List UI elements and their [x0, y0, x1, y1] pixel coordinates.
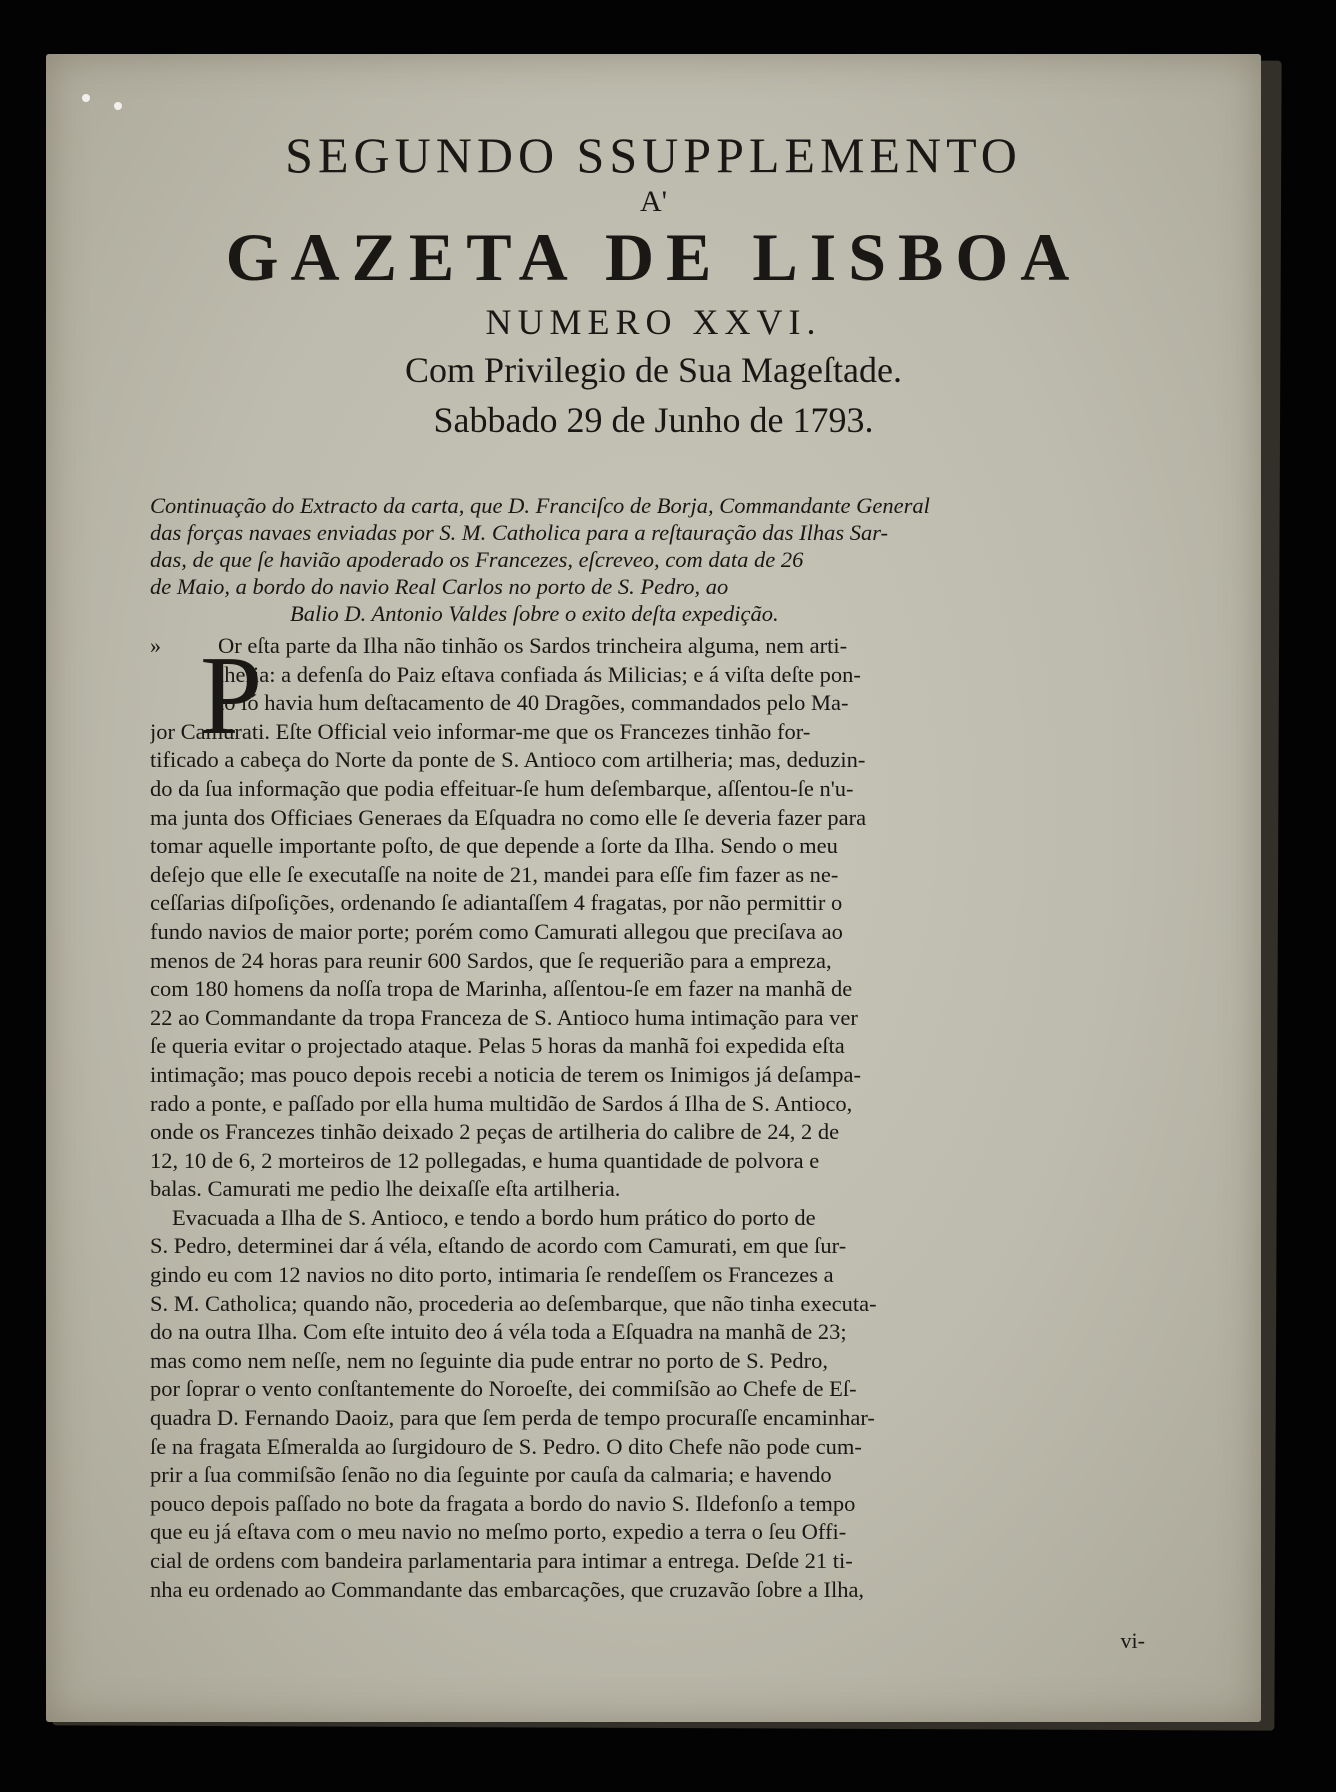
body-line: 12, 10 de 6, 2 morteiros de 12 pollegadas, e huma quantidade de polvora e: [150, 1147, 820, 1173]
catchword: vi-: [1120, 1628, 1145, 1653]
drop-cap: P: [200, 634, 263, 758]
body-line: por ſoprar o vento conſtantemente do Noroeſte, dei commiſsão ao Chefe de Eſ-: [150, 1376, 857, 1402]
article-intro: [150, 492, 1168, 627]
body-line: to ſó havia hum deſtacamento de 40 Dragões, commandados pelo Ma-: [218, 690, 849, 716]
body-line: Or eſta parte da Ilha não tinhão os Sardos trincheira alguma, nem arti-: [218, 633, 848, 658]
body-line: 22 ao Commandante da tropa Franceza de S. Antioco huma intimação para ver: [150, 1004, 858, 1030]
body-line: menos de 24 horas para reunir 600 Sardos, que ſe requerião para a empreza,: [150, 947, 832, 973]
body-line: nha eu ordenado ao Commandante das embarcações, que cruzavão ſobre a Ilha,: [150, 1576, 865, 1602]
masthead: [46, 124, 1261, 446]
article-body: [150, 632, 1162, 1604]
issue-number: NUMERO XXVI.: [485, 302, 822, 342]
body-line: onde os Francezes tinhão deixado 2 peças de artilheria do calibre de 24, 2 de: [150, 1119, 840, 1145]
intro-line: Continuação do Extracto da carta, que D. Franciſco de Borja, Commandante General: [150, 493, 930, 518]
intro-line: Balio D. Antonio Valdes ſobre o exito deſta expedição.: [290, 601, 779, 626]
body-line: quadra D. Fernando Daoiz, para que ſem perda de tempo procuraſſe encaminhar-: [150, 1405, 875, 1431]
body-line: Evacuada a Ilha de S. Antioco, e tendo a bordo hum prático do porto de: [172, 1204, 816, 1230]
body-line: deſejo que elle ſe executaſſe na noite de 21, mandei para eſſe fim fazer as ne-: [150, 861, 839, 887]
issue-date: Sabbado 29 de Junho de 1793.: [433, 400, 874, 440]
newspaper-page: [46, 54, 1261, 1722]
body-line: com 180 homens da noſſa tropa de Marinha, aſſentou-ſe em fazer na manhã de: [150, 976, 853, 1002]
body-line: do da ſua informação que podia effeituar-ſe hum deſembarque, aſſentou-ſe n'u-: [150, 775, 854, 801]
body-line: jor Camurati. Eſte Official veio informar-me que os Francezes tinhão for-: [150, 718, 811, 744]
body-line: ſe na fragata Eſmeralda ao ſurgidouro de S. Pedro. O dito Chefe não pode cum-: [150, 1433, 862, 1459]
body-line: ſe queria evitar o projectado ataque. Pelas 5 horas da manhã foi expedida eſta: [150, 1033, 845, 1059]
privilege-line: Com Privilegio de Sua Mageſtade.: [405, 350, 902, 390]
quote-mark: »: [150, 633, 161, 658]
body-line: intimação; mas pouco depois recebi a noticia de terem os Inimigos já deſampa-: [150, 1061, 862, 1087]
body-line: ceſſarias diſpoſições, ordenando ſe adiantaſſem 4 fragatas, por não permittir o: [150, 890, 843, 916]
body-line: S. M. Catholica; quando não, procederia ao deſembarque, que não tinha executa-: [150, 1290, 877, 1316]
body-line: que eu já eſtava com o meu navio no meſmo porto, expedio a terra o ſeu Offi-: [150, 1519, 847, 1545]
body-line: tomar aquelle importante poſto, de que depende a ſorte da Ilha. Sendo o meu: [150, 833, 838, 859]
body-line: ma junta dos Officiaes Generaes da Eſquadra no como elle ſe deveria fazer para: [150, 804, 867, 830]
supplement-title: SEGUNDO SSUPPLEMENTO: [285, 127, 1022, 183]
body-lines: [150, 632, 1162, 1604]
body-line: prir a ſua commiſsão ſenão no dia ſeguinte por cauſa da calmaria; e havendo: [150, 1462, 832, 1488]
body-line: lheria: a defenſa do Paiz eſtava confiada ás Milicias; e á viſta deſte pon-: [218, 661, 861, 687]
body-line: cial de ordens com bandeira parlamentaria para intimar a entrega. Deſde 21 ti-: [150, 1548, 853, 1573]
body-line: balas. Camurati me pedio lhe deixaſſe eſta artilheria.: [150, 1176, 621, 1202]
body-line: fundo navios de maior porte; porém como Camurati allegou que preciſava ao: [150, 918, 843, 944]
body-line: do na outra Ilha. Com eſte intuito deo á véla toda a Eſquadra na manhã de 23;: [150, 1319, 847, 1345]
binding-hole: [114, 102, 122, 110]
masthead-article: A': [639, 185, 668, 218]
intro-line: das forças navaes enviadas por S. M. Catholica para a reſtauração das Ilhas Sar-: [150, 520, 889, 545]
body-line: tificado a cabeça do Norte da ponte de S. Antioco com artilheria; mas, deduzin-: [150, 747, 866, 773]
body-line: pouco depois paſſado no bote da fragata a bordo do navio S. Ildefonſo a tempo: [150, 1490, 856, 1516]
body-line: gindo eu com 12 navios no dito porto, intimaria ſe rendeſſem os Francezes a: [150, 1262, 834, 1288]
body-line: S. Pedro, determinei dar á véla, eſtando de acordo com Camurati, em que ſur-: [150, 1233, 847, 1259]
intro-line: das, de que ſe havião apoderado os Francezes, eſcreveo, com data de 26: [150, 547, 804, 572]
gazette-title: GAZETA DE LISBOA: [225, 219, 1082, 295]
body-line: mas como nem neſſe, nem no ſeguinte dia pude entrar no porto de S. Pedro,: [150, 1347, 828, 1373]
intro-line: de Maio, a bordo do navio Real Carlos no porto de S. Pedro, ao: [150, 574, 729, 599]
binding-hole: [82, 94, 90, 102]
body-line: rado a ponte, e paſſado por ella huma multidão de Sardos á Ilha de S. Antioco,: [150, 1090, 853, 1116]
